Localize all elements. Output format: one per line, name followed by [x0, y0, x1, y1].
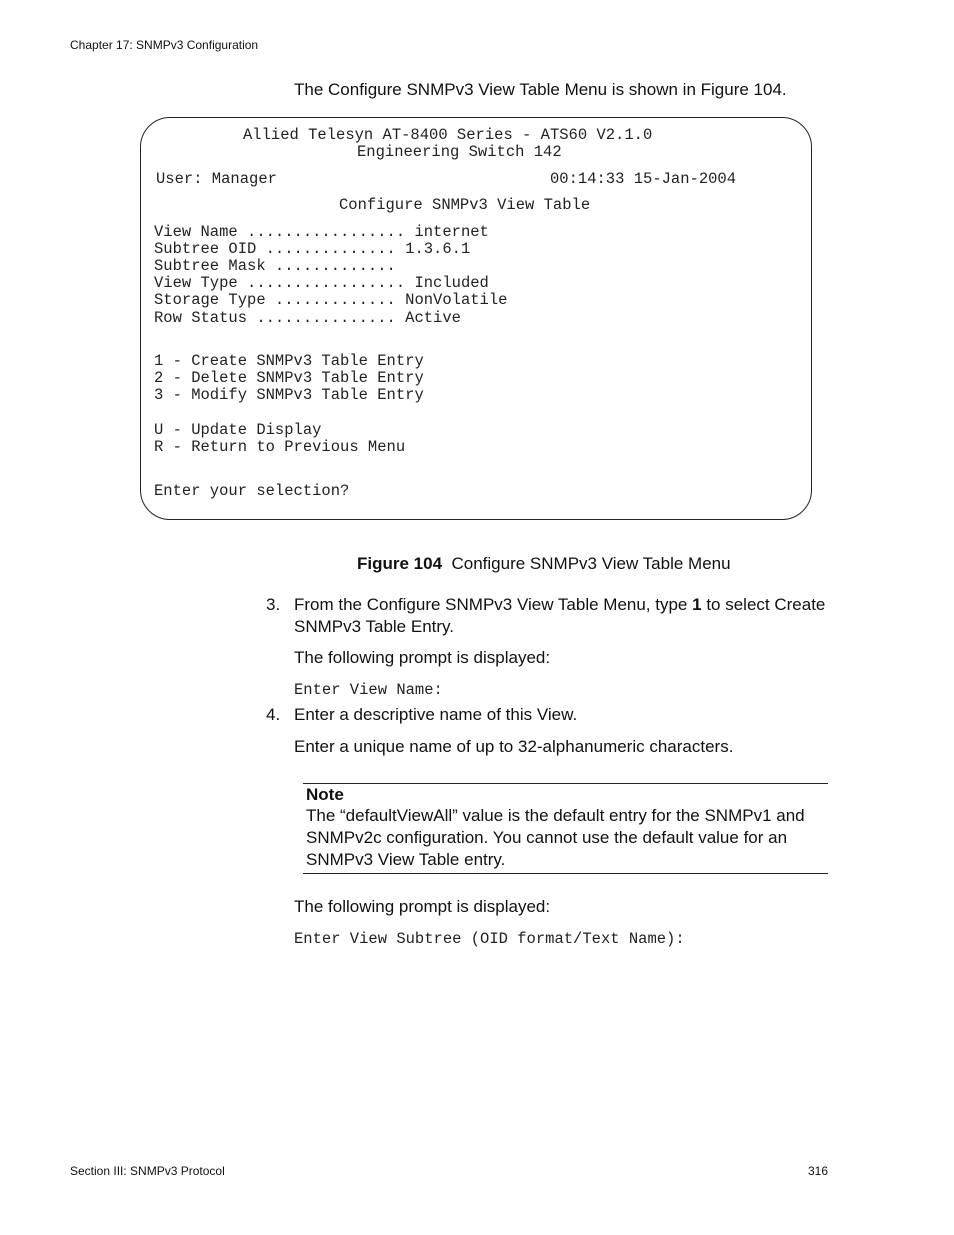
field-row-status: Row Status ............... Active: [154, 309, 461, 327]
field-storage-type: Storage Type ............. NonVolatile: [154, 291, 508, 309]
note-top-rule: [303, 783, 828, 784]
step-3-number: 3.: [266, 595, 281, 614]
intro-text: The Configure SNMPv3 View Table Menu is shown in Figure 104.: [294, 80, 787, 99]
field-view-type: View Type ................. Included: [154, 274, 489, 292]
note-line-3: SNMPv3 View Table entry.: [306, 850, 506, 869]
terminal-prompt: Enter your selection?: [154, 482, 350, 500]
field-subtree-oid: Subtree OID .............. 1.3.6.1: [154, 240, 471, 258]
running-header: Chapter 17: SNMPv3 Configuration: [70, 38, 259, 52]
step-3-key: 1: [692, 595, 702, 614]
terminal-title-line1: Allied Telesyn AT-8400 Series - ATS60 V2.1.0: [243, 126, 653, 144]
menu-option-modify: 3 - Modify SNMPv3 Table Entry: [154, 386, 424, 404]
figure-title: Configure SNMPv3 View Table Menu: [451, 554, 731, 573]
figure-label: Figure 104: [357, 554, 443, 573]
figure-caption: [357, 554, 731, 574]
terminal-timestamp: 00:14:33 15-Jan-2004: [550, 170, 737, 188]
field-subtree-mask: Subtree Mask .............: [154, 257, 396, 275]
step-4-number: 4.: [266, 705, 281, 724]
menu-option-delete: 2 - Delete SNMPv3 Table Entry: [154, 369, 424, 387]
page-number: 316: [808, 1164, 829, 1178]
menu-option-create: 1 - Create SNMPv3 Table Entry: [154, 352, 424, 370]
step-3-prompt-intro: The following prompt is displayed:: [294, 648, 551, 667]
step-3-prompt-code: Enter View Name:: [294, 681, 443, 699]
menu-option-update: U - Update Display: [154, 421, 322, 439]
note-heading: Note: [306, 785, 344, 804]
terminal-screen: [140, 117, 812, 520]
step-3-text-after: to select Create: [701, 595, 826, 614]
step-3-text: [294, 595, 825, 615]
step-4-text: Enter a descriptive name of this View.: [294, 705, 578, 724]
note-bottom-rule: [303, 873, 828, 874]
note-line-2: SNMPv2c configuration. You cannot use the default value for an: [306, 828, 788, 847]
terminal-title-line2: Engineering Switch 142: [357, 143, 562, 161]
terminal-user: User: Manager: [156, 170, 277, 188]
menu-option-return: R - Return to Previous Menu: [154, 438, 406, 456]
step-4-detail: Enter a unique name of up to 32-alphanumeric characters.: [294, 737, 734, 756]
after-note-prompt-intro: The following prompt is displayed:: [294, 897, 551, 916]
terminal-screen-title: Configure SNMPv3 View Table: [339, 196, 591, 214]
footer-section: Section III: SNMPv3 Protocol: [70, 1164, 225, 1178]
note-line-1: The “defaultViewAll” value is the default entry for the SNMPv1 and: [306, 806, 805, 825]
step-3-text-before: From the Configure SNMPv3 View Table Menu, type: [294, 595, 693, 614]
after-note-prompt-code: Enter View Subtree (OID format/Text Name):: [294, 930, 685, 948]
step-3-text-line2: SNMPv3 Table Entry.: [294, 617, 454, 636]
field-view-name: View Name ................. internet: [154, 223, 489, 241]
